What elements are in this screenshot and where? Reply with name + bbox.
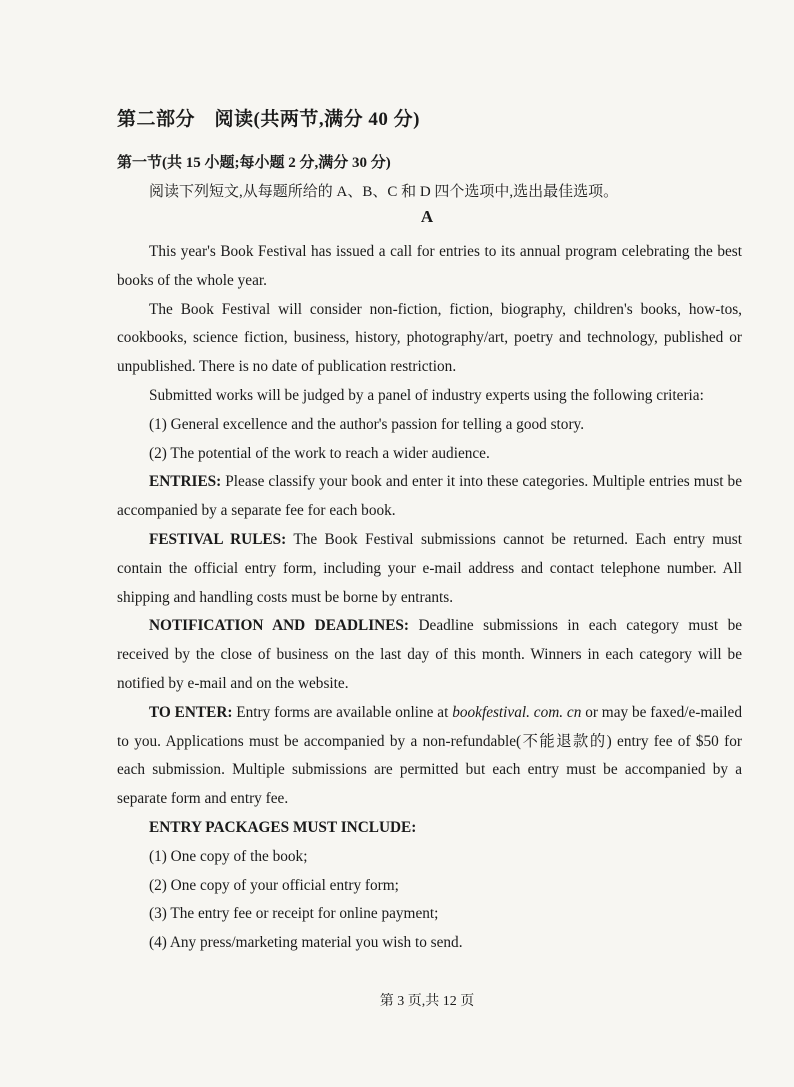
- rules-text: The Book Festival submissions cannot be returned. Each entry must contain the official entry form, including your e-mail address and contact telephone number. All shipping and handling costs must be borne by entrants.: [117, 530, 743, 606]
- criterion-1: (1) General excellence and the author's passion for telling a good story.: [149, 415, 585, 433]
- instruction: 阅读下列短文,从每题所给的 A、B、C 和 D 四个选项中,选出最佳选项。: [149, 184, 619, 200]
- packages-heading-line: [117, 814, 742, 843]
- package-item-3: (3) The entry fee or receipt for online payment;: [149, 905, 439, 923]
- deadlines-heading: NOTIFICATION AND DEADLINES:: [149, 617, 410, 635]
- to-enter-text: Entry forms are available online at: [232, 703, 453, 721]
- package-item-4: (4) Any press/marketing material you wish to send.: [149, 934, 463, 952]
- package-item-2: (2) One copy of your official entry form;: [149, 876, 399, 894]
- passage-letter: A: [420, 207, 434, 226]
- paragraph-intro: This year's Book Festival has issued a call for entries to its annual program celebrating the best books of the whole year.: [117, 243, 742, 289]
- passage-body: [117, 238, 742, 958]
- package-item-1: (1) One copy of the book;: [149, 847, 308, 865]
- paragraph-deadlines: [117, 612, 742, 698]
- to-enter-heading: TO ENTER:: [149, 703, 233, 721]
- paragraph-entries: [117, 468, 742, 526]
- rules-heading: FESTIVAL RULES:: [149, 530, 287, 548]
- festival-url: bookfestival. com. cn: [452, 703, 582, 721]
- entries-text: Please classify your book and enter it into these categories. Multiple entries must be accompanied by a separate fee for each book.: [117, 473, 742, 520]
- section-title: 第一节(共 15 小题;每小题 2 分,满分 30 分): [117, 155, 391, 171]
- page-number: 第 3 页,共 12 页: [379, 994, 475, 1009]
- paragraph-criteria: Submitted works will be judged by a panel of industry experts using the following criteria:: [149, 386, 704, 404]
- criterion-2: (2) The potential of the work to reach a wider audience.: [149, 444, 490, 462]
- part-title: 第二部分 阅读(共两节,满分 40 分): [117, 109, 420, 130]
- deadlines-text: Deadline submissions in each category must be received by the close of business on the last day of this month. Winners in each category will be notified by e-mail and on the website.: [117, 617, 743, 692]
- to-enter-text-cont: or may be faxed/e-mailed to you. Applications must be accompanied by a non-refundable(不能退款的) entry fee of $50 for each submission. Multiple submissions are permitted but each entry must be accompanied by a separate form and entry fee.: [117, 703, 742, 808]
- paragraph-rules: [117, 526, 742, 612]
- entries-heading: ENTRIES:: [149, 473, 222, 491]
- packages-heading: ENTRY PACKAGES MUST INCLUDE:: [149, 818, 417, 836]
- paragraph-to-enter: [117, 699, 742, 814]
- paragraph-categories: The Book Festival will consider non-fiction, fiction, biography, children's books, how-tos, cookbooks, science fiction, business, history, photography/art, poetry and technology, published or unpublished. There is no date of publication restriction.: [117, 300, 742, 376]
